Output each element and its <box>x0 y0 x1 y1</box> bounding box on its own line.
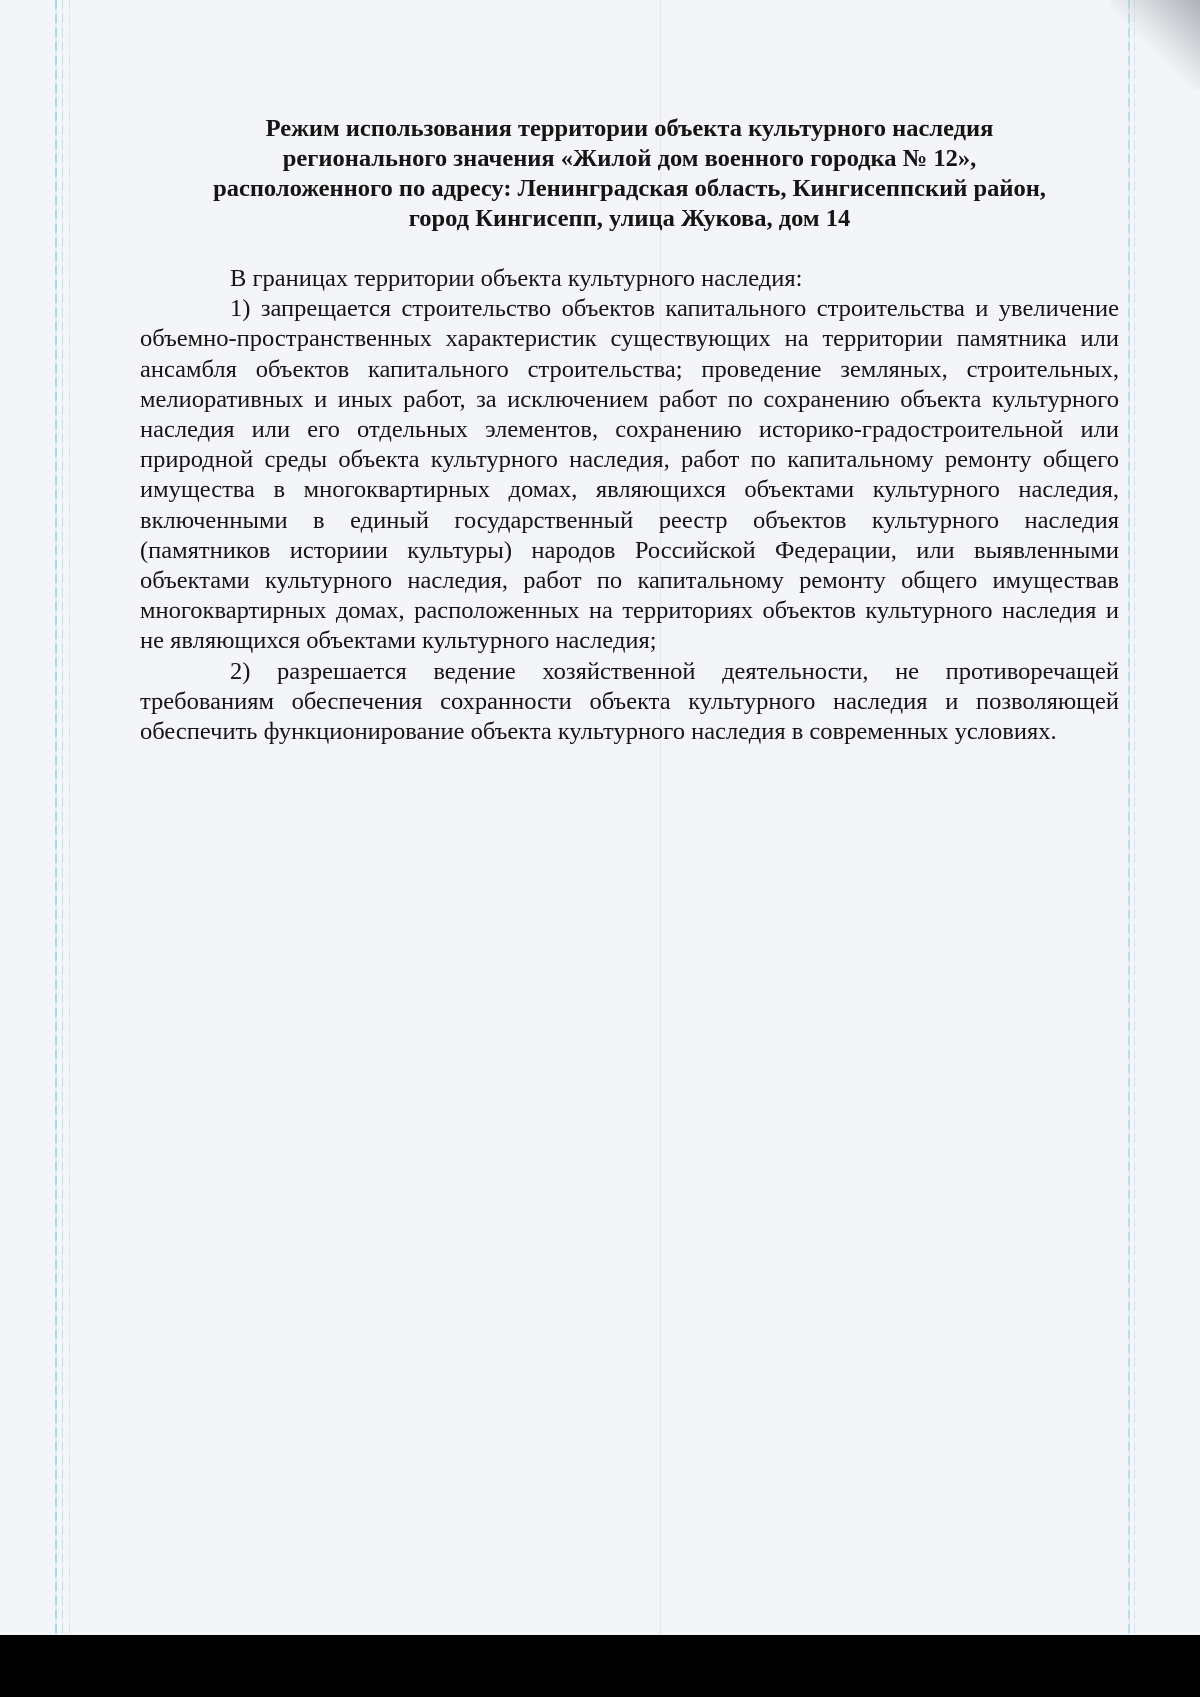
document-title-line-2: регионального значения «Жилой дом военного городка № 12», <box>282 145 977 172</box>
scanner-bed-edge <box>0 1635 1200 1697</box>
scan-edge-line-left-secondary <box>62 0 63 1635</box>
intro-paragraph: В границах территории объекта культурного наследия: <box>230 265 803 292</box>
page-corner-shadow <box>1110 0 1200 90</box>
permission-paragraph: 2) разрешается ведение хозяйственной деятельности, не противоречащей требованиям обеспечения сохранности объекта культурного наследия и позволяющей обеспечить функционирование объекта культурного наследия в современных условиях. <box>140 657 1119 746</box>
document-title-line-3: расположенного по адресу: Ленинградская область, Кингисеппский район, <box>213 175 1046 202</box>
document-body <box>140 114 1119 747</box>
document-title <box>140 114 1119 234</box>
prohibition-paragraph: 1) запрещается строительство объектов капитального строительства и увеличение объемно-пространственных характеристик существующих на территории памятника или ансамбля объектов капитального строительства; проведение земляных, строительных, мелиоративных и иных работ, за исключением работ по сохранению объекта культурного наследия или его отдельных элементов, сохранению историко-градостроительной или природной среды объекта культурного наследия, работ по капитальному ремонту общего имущества в многоквартирных домах, являющихся объектами культурного наследия, включенными в единый государственный реестр объектов культурного наследия (памятников историии культуры) народов Российской Федерации, или выявленными объектами культурного наследия, работ по капитальному ремонту общего имуществав многоквартирных домах, расположенных на территориях объектов культурного наследия и не являющихся объектами культурного наследия; <box>140 295 1119 655</box>
scan-edge-line-right <box>1128 0 1130 1635</box>
scan-edge-line-left-faint <box>69 0 70 1635</box>
scan-edge-line-left <box>55 0 57 1635</box>
scan-edge-line-right-faint <box>1134 0 1135 1635</box>
document-title-line-4: город Кингисепп, улица Жукова, дом 14 <box>408 205 851 232</box>
document-title-line-1: Режим использования территории объекта культурного наследия <box>265 115 994 142</box>
